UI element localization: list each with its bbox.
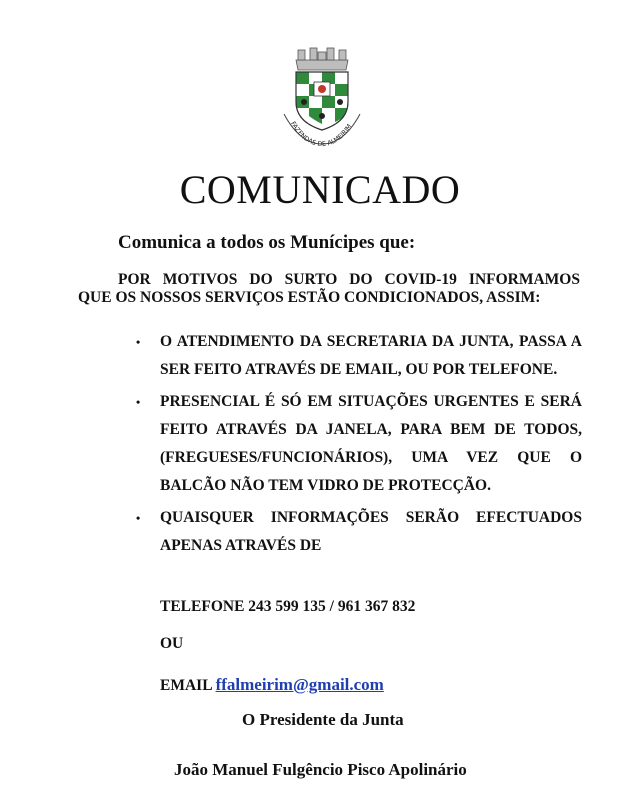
crest-motto-text: FAZENDAS DE ALMEIRIM	[289, 120, 354, 148]
intro-paragraph	[78, 271, 580, 307]
list-item	[136, 388, 582, 500]
intro-line-2: QUE OS NOSSOS SERVIÇOS ESTÃO CONDICIONADOS, ASSIM:	[78, 289, 541, 306]
shield-icon	[296, 72, 348, 130]
or-text: OU	[160, 635, 184, 652]
mural-crown-icon	[296, 48, 348, 70]
notice-bullet-list	[136, 328, 582, 560]
intro-line-1: POR MOTIVOS DO SURTO DO COVID-19 INFORMAMOS	[118, 271, 580, 288]
signature-name: João Manuel Fulgêncio Pisco Apolinário	[174, 760, 467, 779]
coat-of-arms-logo	[274, 40, 370, 148]
bullet-text: PRESENCIAL É SÓ EM SITUAÇÕES URGENTES E SERÁ FEITO ATRAVÉS DA JANELA, PARA BEM DE TODOS, (FREGUESES/FUNCIONÁRIOS), UMA VEZ QUE O BALCÃO NÃO TEM VIDRO DE PROTECÇÃO.	[160, 393, 582, 494]
email-label: EMAIL	[160, 677, 212, 694]
subtitle: Comunica a todos os Munícipes que:	[118, 232, 416, 253]
bullet-icon: •	[136, 335, 141, 349]
page-title: COMUNICADO	[179, 167, 461, 212]
list-item	[136, 328, 582, 384]
email-link[interactable]: ffalmeirim@gmail.com	[215, 675, 384, 694]
bullet-text: QUAISQUER INFORMAÇÕES SERÃO EFECTUADOS APENAS ATRAVÉS DE	[160, 509, 582, 554]
bullet-text: O ATENDIMENTO DA SECRETARIA DA JUNTA, PASSA A SER FEITO ATRAVÉS DE EMAIL, OU POR TELEFONE.	[160, 333, 582, 378]
list-item	[136, 504, 582, 560]
bullet-icon: •	[136, 395, 141, 409]
signature-role: O Presidente da Junta	[242, 710, 404, 729]
bullet-icon: •	[136, 511, 141, 525]
email-line	[160, 675, 384, 695]
phone-line: TELEFONE 243 599 135 / 961 367 832	[160, 598, 416, 615]
